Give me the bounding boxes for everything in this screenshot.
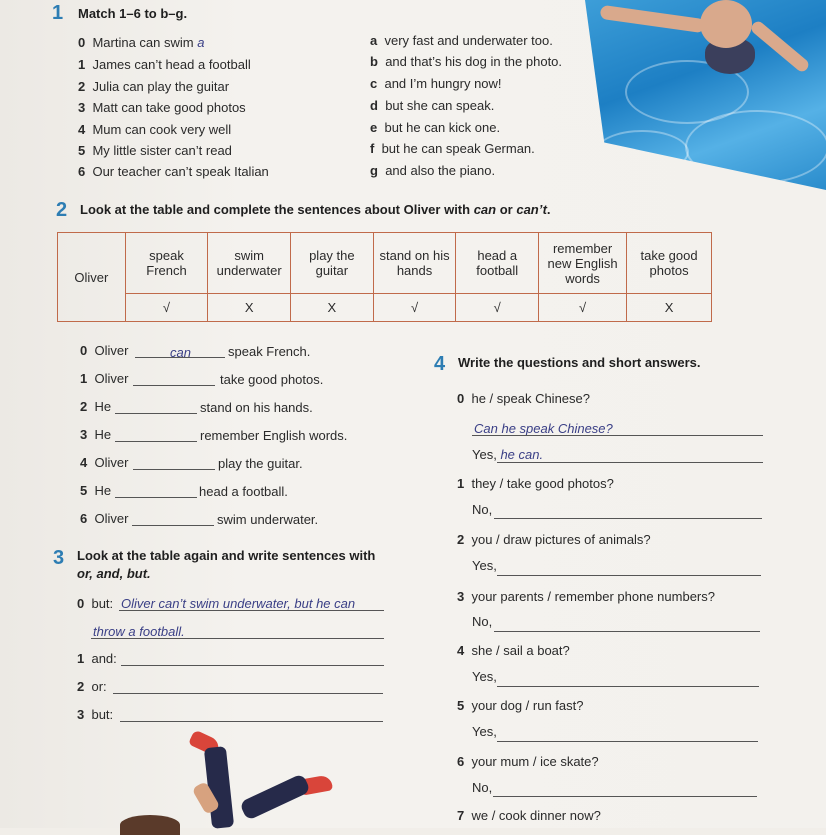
sentence-rest: swim underwater. (217, 512, 319, 527)
list-item: d but she can speak. (370, 98, 495, 113)
answer-line[interactable] (115, 441, 197, 442)
exercise-4-number: 4 (434, 353, 446, 375)
table-header-cell: remember new English words (539, 233, 627, 294)
answer-line[interactable] (497, 575, 761, 576)
list-item: 4 Oliver (80, 455, 129, 470)
list-item: 2 He (80, 399, 112, 414)
question-prompt: 6 your mum / ice skate? (457, 754, 599, 769)
handwritten-answer: Can he speak Chinese? (474, 421, 613, 436)
list-item: 3 He (80, 427, 112, 442)
handwritten-answer: can (170, 345, 191, 360)
exercise-3-number: 3 (53, 547, 65, 569)
short-answer: Yes, (472, 724, 497, 739)
question-prompt: 0 he / speak Chinese? (457, 391, 590, 406)
answer-line[interactable] (497, 741, 758, 742)
handwritten-answer: he can. (500, 447, 544, 462)
table-header-cell: play the guitar (291, 233, 374, 294)
answer-line[interactable] (121, 665, 384, 666)
answer-line[interactable] (120, 721, 383, 722)
answer-line[interactable] (113, 693, 383, 694)
handwritten-answer: Oliver can’t swim underwater, but he can (121, 596, 356, 611)
answer-line[interactable] (497, 462, 763, 463)
list-item: 6 Our teacher can’t speak Italian (78, 164, 269, 179)
table-row-label: Oliver (58, 233, 126, 322)
sentence-rest: remember English words. (200, 428, 348, 443)
question-prompt: 1 they / take good photos? (457, 476, 614, 491)
list-item: 0 Martina can swim a (78, 35, 205, 50)
question-prompt: 5 your dog / run fast? (457, 698, 584, 713)
list-item: a very fast and underwater too. (370, 33, 553, 48)
list-item: 5 My little sister can’t read (78, 143, 232, 158)
answer-line[interactable] (494, 518, 762, 519)
list-item: 1 and: (77, 651, 117, 666)
list-item: 2 Julia can play the guitar (78, 79, 230, 94)
short-answer: No, (472, 502, 493, 517)
exercise-1-number: 1 (52, 2, 64, 24)
list-item: f but he can speak German. (370, 141, 535, 156)
short-answer: Yes, (472, 558, 497, 573)
exercise-1-heading: Match 1–6 to b–g. (78, 6, 188, 21)
list-item: b and that’s his dog in the photo. (370, 54, 563, 69)
answer-line[interactable] (472, 435, 763, 436)
table-mark-cell: √ (373, 294, 456, 322)
handwritten-answer: a (197, 35, 205, 50)
kicking-boy-illustration (120, 735, 350, 828)
answer-line[interactable] (494, 631, 760, 632)
table-header-cell: head a football (456, 233, 539, 294)
list-item: 6 Oliver (80, 511, 129, 526)
answer-line[interactable] (91, 638, 384, 639)
list-item: c and I’m hungry now! (370, 76, 502, 91)
swimmer-head (700, 0, 752, 48)
table-mark-cell: √ (456, 294, 539, 322)
list-item: 1 James can’t head a football (78, 57, 251, 72)
ability-table (57, 232, 712, 322)
short-answer: Yes, (472, 669, 497, 684)
exercise-2-heading: Look at the table and complete the sentences about Oliver with can or can’t. (80, 202, 551, 217)
exercise-3-heading: Look at the table again and write sentences with (77, 548, 376, 563)
short-answer: Yes, he can. (472, 447, 544, 462)
short-answer: No, (472, 780, 493, 795)
list-item: 1 Oliver (80, 371, 129, 386)
exercise-3-heading-words: or, and, but. (77, 566, 151, 581)
answer-line[interactable] (133, 469, 215, 470)
table-header-cell: stand on his hands (373, 233, 456, 294)
table-header-cell: swim underwater (208, 233, 291, 294)
table-mark-cell: √ (539, 294, 627, 322)
exercise-2-number: 2 (56, 199, 68, 221)
short-answer: No, (472, 614, 493, 629)
answer-line[interactable] (132, 525, 214, 526)
list-item: 2 or: (77, 679, 107, 694)
sentence-rest: speak French. (228, 344, 311, 359)
answer-line[interactable] (133, 385, 215, 386)
list-item: 0 but: (77, 596, 114, 611)
question-prompt: 3 your parents / remember phone numbers? (457, 589, 715, 604)
table-mark-cell: X (291, 294, 374, 322)
sentence-rest: stand on his hands. (200, 400, 313, 415)
answer-line[interactable] (493, 796, 757, 797)
sentence-rest: play the guitar. (218, 456, 303, 471)
answer-line[interactable] (119, 610, 384, 611)
answer-line[interactable] (497, 686, 759, 687)
sentence-rest: head a football. (199, 484, 288, 499)
exercise-4-heading: Write the questions and short answers. (458, 355, 701, 370)
list-item: 3 Matt can take good photos (78, 100, 246, 115)
table-header-cell: take good photos (627, 233, 712, 294)
sentence-rest: take good photos. (220, 372, 324, 387)
table-mark-cell: X (208, 294, 291, 322)
question-prompt: 7 we / cook dinner now? (457, 808, 601, 823)
list-item: g and also the piano. (370, 163, 496, 178)
list-item: 4 Mum can cook very well (78, 122, 232, 137)
table-header-cell: speak French (125, 233, 208, 294)
question-prompt: 4 she / sail a boat? (457, 643, 570, 658)
list-item: e but he can kick one. (370, 120, 501, 135)
answer-line[interactable] (115, 413, 197, 414)
list-item: 3 but: (77, 707, 114, 722)
table-mark-cell: X (627, 294, 712, 322)
list-item: 0 Oliver (80, 343, 129, 358)
list-item: 5 He (80, 483, 112, 498)
handwritten-answer: throw a football. (93, 624, 185, 639)
answer-line[interactable] (115, 497, 197, 498)
question-prompt: 2 you / draw pictures of animals? (457, 532, 651, 547)
table-mark-cell: √ (125, 294, 208, 322)
